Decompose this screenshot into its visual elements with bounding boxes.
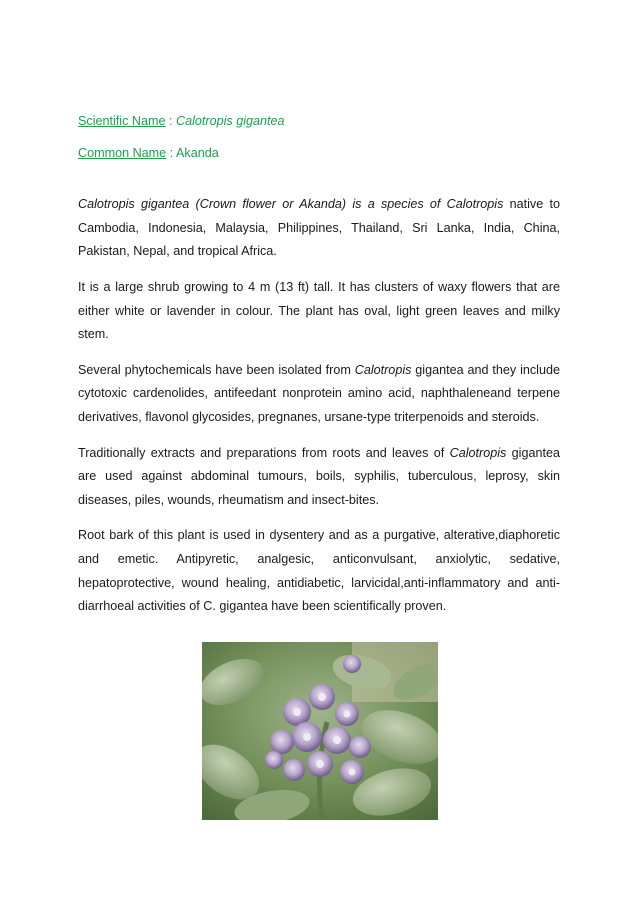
paragraph-intro [78,193,560,264]
paragraph-intro-rest: native to Cambodia, Indonesia, Malaysia, Philippines, Thailand, Sri Lanka, India, China, Pakistan, Nepal, and tropical Africa. [78,197,560,259]
crown-flower-photo [202,642,438,820]
common-name-label: Common Name [78,145,167,160]
paragraph-description: It is a large shrub growing to 4 m (13 ft) tall. It has clusters of waxy flowers that are either white or lavender in colour. The plant has oval, light green leaves and milky stem. [78,279,560,342]
paragraph-traditional-uses-b: gigantea are used against abdominal tumours, boils, syphilis, tuberculous, leprosy, skin diseases, piles, wounds, rheumatism and insect-bites. [78,445,560,507]
document-body [78,110,560,631]
common-name-separator: : [166,145,176,160]
paragraph-phytochemicals-italic: Calotropis [354,362,412,377]
paragraph-traditional-uses-a: Traditionally extracts and preparations from roots and leaves of [78,445,450,460]
common-name-line [78,142,560,166]
crown-flower-illustration [202,642,438,820]
paragraph-root-bark: Root bark of this plant is used in dysentery and as a purgative, alterative,diaphoretic and emetic. Antipyretic, analgesic, anticonvulsant, anxiolytic, sedative, hepatoprotective, wound healing, antidiabetic, larvicidal,anti-inflammatory and anti-diarrhoeal activities of C. gigantea have been scientifically proven. [78,528,560,614]
paragraph-phytochemicals-b: gigantea and they include cytotoxic cardenolides, antifeedant nonprotein amino acid, naphthaleneand terpene derivatives, flavonol glycosides, pregnanes, ursane-type triterpenoids and steroids. [78,362,560,424]
scientific-name-line [78,110,560,134]
common-name-value: Akanda [176,145,219,160]
paragraph-traditional-uses [78,442,560,513]
paragraph-phytochemicals-a: Several phytochemicals have been isolated from [78,362,355,377]
paragraph-phytochemicals [78,359,560,430]
scientific-name-label: Scientific Name [78,114,166,128]
scientific-name-value: Calotropis gigantea [176,114,285,128]
paragraph-intro-italic: Calotropis gigantea (Crown flower or Akanda) is a species of Calotropis [78,197,504,212]
scientific-name-separator: : [165,114,176,128]
paragraph-traditional-uses-italic: Calotropis [449,445,507,460]
